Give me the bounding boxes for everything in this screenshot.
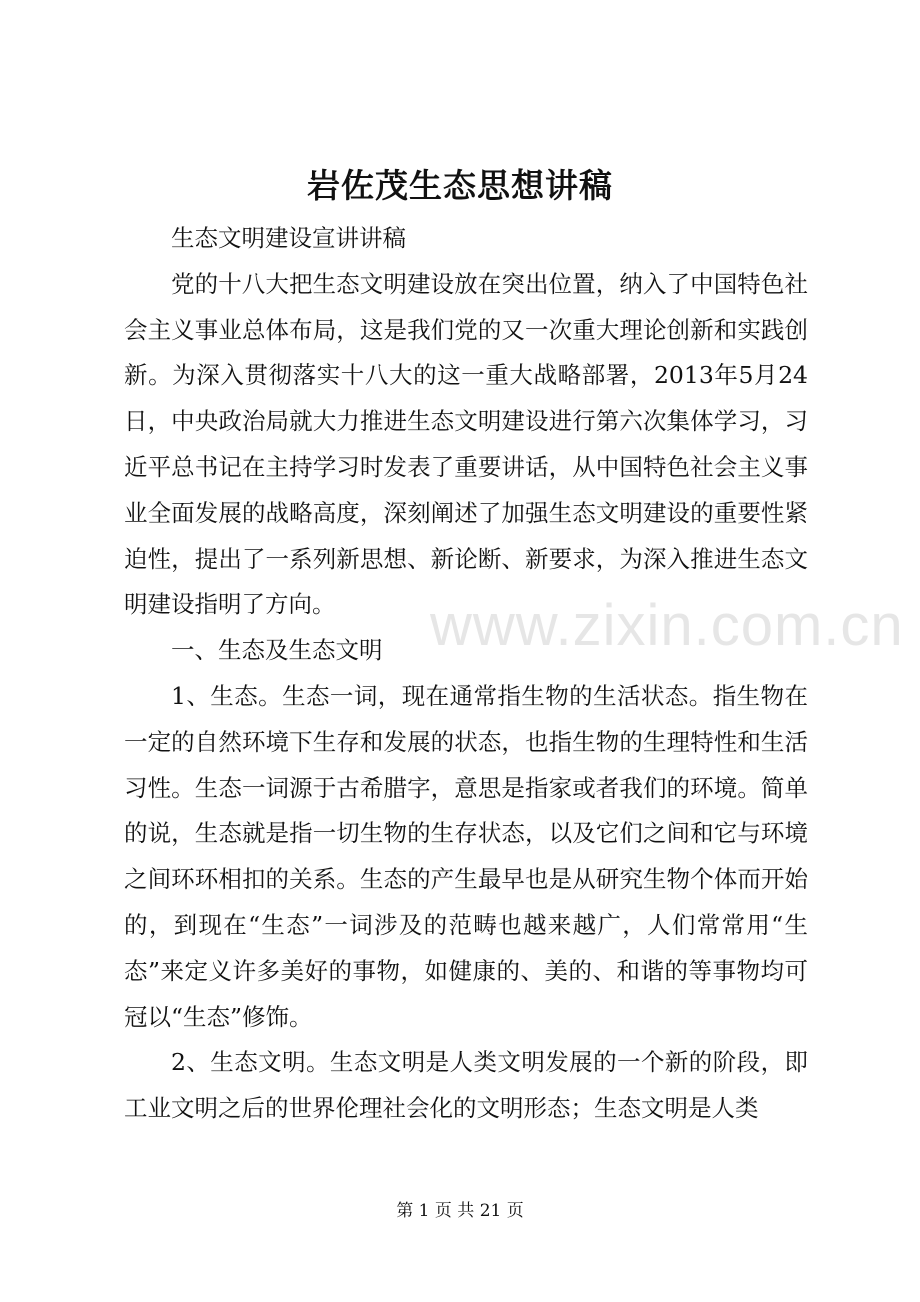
page-footer: 第 1 页 共 21 页 (396, 1201, 524, 1221)
paragraph-intro: 党的十八大把生态文明建设放在突出位置，纳入了中国特色社会主义事业总体布局，这是我们党的又一次重大理论创新和实践创新。为深入贯彻落实十八大的这一重大战略部署，2013年5月24日，中央政治局就大力推进生态文明建设进行第六次集体学习，习近平总书记在主持学习时发表了重要讲话，从中国特色社会主义事业全面发展的战略高度，深刻阐述了加强生态文明建设的重要性紧迫性，提出了一系列新思想、新论断、新要求，为深入推进生态文明建设指明了方向。 (124, 269, 808, 619)
watermark: www.zixin.com.cn (430, 593, 904, 658)
paragraph-eco-civilization: 2、生态文明。生态文明是人类文明发展的一个新的阶段，即工业文明之后的世界伦理社会化的文明形态；生态文明是人类 (124, 1048, 808, 1123)
paragraph-ecology: 1、生态。生态一词，现在通常指生物的生活状态。指生物在一定的自然环境下生存和发展的状态，也指生物的生理特性和生活习性。生态一词源于古希腊字，意思是指家或者我们的环境。简单的说，生态就是指一切生物的生存状态，以及它们之间和它与环境之间环环相扣的关系。生态的产生最早也是从研究生物个体而开始的，到现在“生态”一词涉及的范畴也越来越广，人们常常用“生态”来定义许多美好的事物，如健康的、美的、和谐的等事物均可冠以“生态”修饰。 (124, 681, 808, 1031)
document-body (124, 216, 808, 1132)
section-heading-1: 一、生态及生态文明 (171, 636, 383, 665)
document-title: 岩佐茂生态思想讲稿 (307, 166, 613, 205)
paragraph-subtitle: 生态文明建设宣讲讲稿 (171, 224, 406, 252)
